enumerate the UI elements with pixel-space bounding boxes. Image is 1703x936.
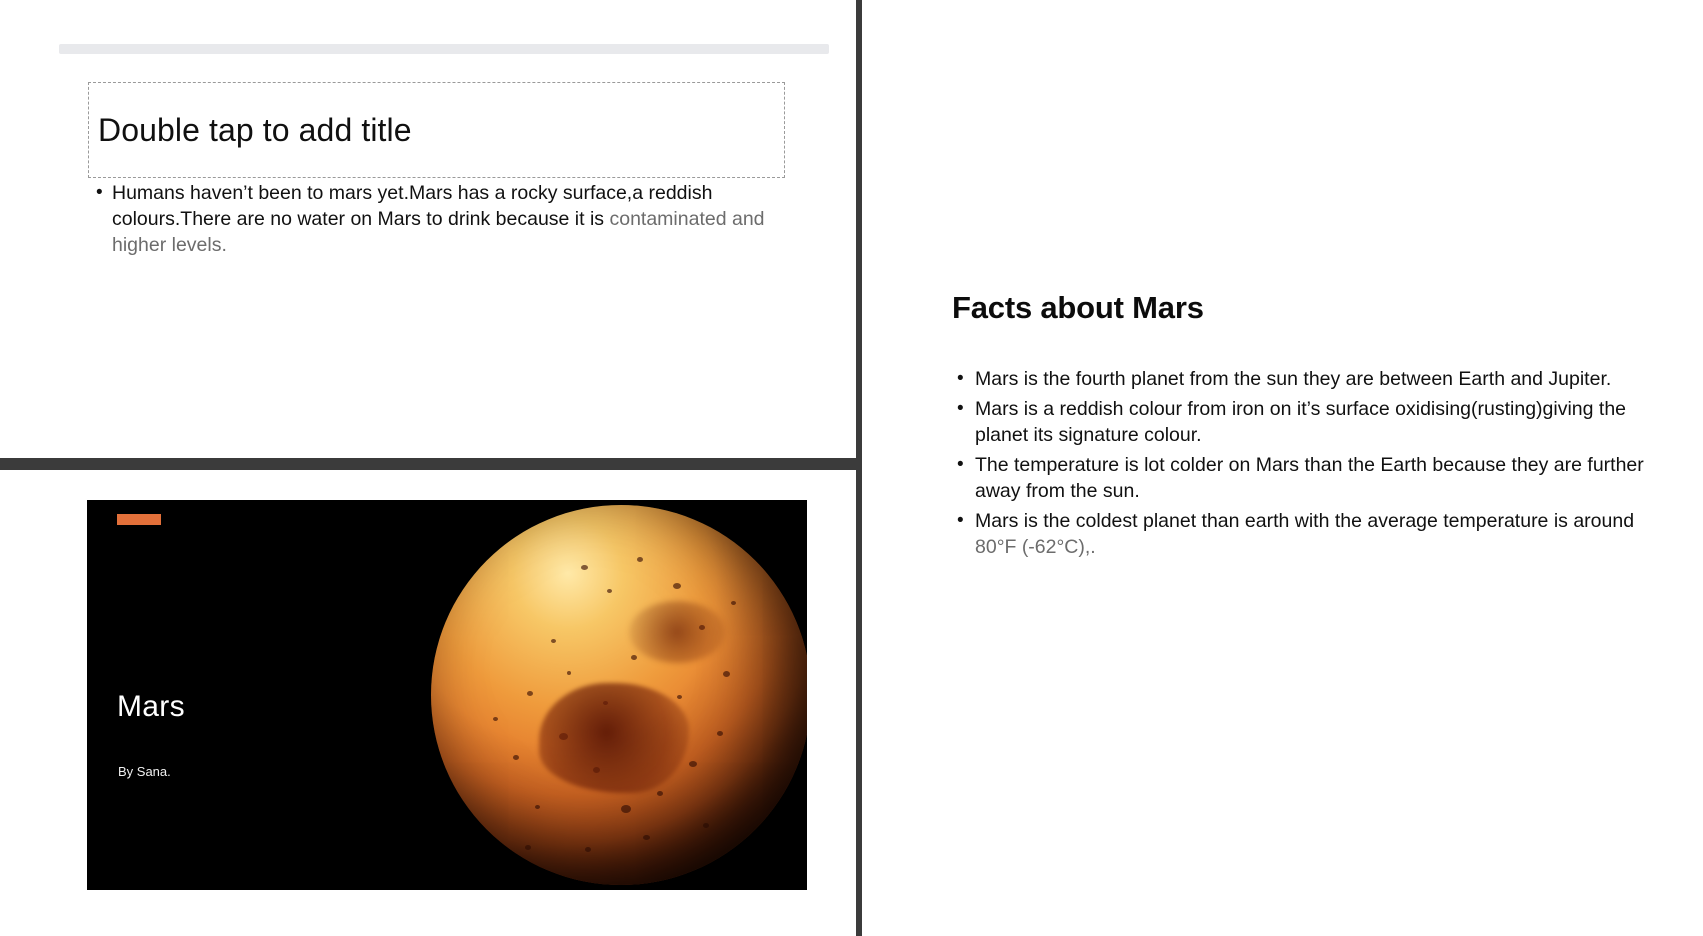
slide-1-bullet-list xyxy=(92,180,792,258)
slide-2-byline: By Sana. xyxy=(118,764,171,779)
slide-1-top-accent-bar xyxy=(59,44,829,54)
slide-2-canvas[interactable] xyxy=(0,470,856,936)
slide-1-canvas[interactable] xyxy=(0,0,856,458)
slide-divider xyxy=(0,458,862,470)
fact-item xyxy=(954,366,1674,392)
slide-1-title-placeholder-text: Double tap to add title xyxy=(98,111,412,148)
fact-item xyxy=(954,396,1674,448)
fact-text-muted: 80°F (-62°C),. xyxy=(975,536,1096,558)
slide-1-bullet-text-muted: contaminated and higher levels. xyxy=(112,208,765,256)
fact-item xyxy=(954,508,1674,560)
fact-text: Mars is the coldest planet than earth with the average temperature is around xyxy=(975,510,1635,532)
slide-1-body-text[interactable] xyxy=(92,180,792,258)
slide-2-title: Mars xyxy=(117,690,185,723)
slide-1-bullet-item xyxy=(92,180,792,258)
planet-shadow-overlay xyxy=(431,505,807,885)
mars-planet-photo xyxy=(431,505,807,885)
fact-item xyxy=(954,452,1674,504)
facts-bullet-list xyxy=(954,366,1674,560)
slide-2-content[interactable] xyxy=(87,500,807,890)
fact-text: Mars is the fourth planet from the sun they are between Earth and Jupiter. xyxy=(975,368,1612,390)
facts-heading: Facts about Mars xyxy=(952,290,1204,325)
slide-1-title-placeholder-box[interactable] xyxy=(88,82,785,178)
slide-2-accent-bar xyxy=(117,514,161,525)
facts-list[interactable] xyxy=(954,366,1674,564)
slide-1-bullet-text: Humans haven’t been to mars yet.Mars has a rocky surface,a reddish colours.There are no water on Mars to drink because it is xyxy=(112,182,713,230)
fact-text: The temperature is lot colder on Mars than the Earth because they are further away from the sun. xyxy=(975,454,1644,502)
content-pane xyxy=(862,0,1703,936)
fact-text: Mars is a reddish colour from iron on it’s surface oxidising(rusting)giving the planet its signature colour. xyxy=(975,398,1627,446)
